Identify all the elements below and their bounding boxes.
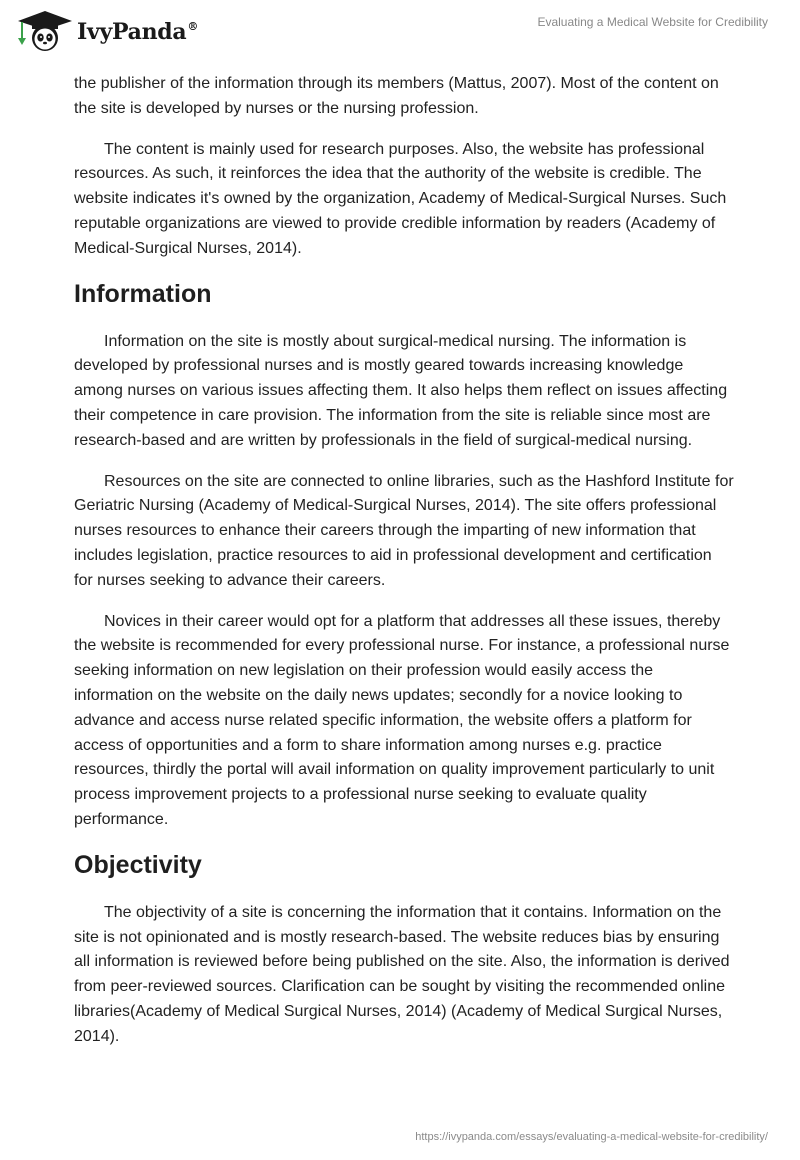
ivypanda-logo-icon[interactable] <box>14 8 76 52</box>
paragraph-information-3: Novices in their career would opt for a platform that addresses all these issues, thereby the website is recommended for every professional nurse. For instance, a professional nurse seeking information on new legislation on their profession would easily access the information on the website on the daily news updates; secondly for a novice looking to advance and access nurse related specific information, the website offers a platform for access of opportunities and a form to share information among nurses e.g. practice resources, thirdly the portal will avail information on quality improvement particularly to unit process improvement projects to a professional nurse seeking to evaluate quality performance. <box>74 612 730 828</box>
document-title: Evaluating a Medical Website for Credibility <box>537 15 768 29</box>
page-header <box>0 0 800 64</box>
footer-url[interactable]: https://ivypanda.com/essays/evaluating-a-medical-website-for-credibility/ <box>415 1131 768 1143</box>
essay-content <box>74 72 734 1066</box>
registered-mark: ® <box>187 20 199 33</box>
brand-name[interactable]: IvyPanda® <box>77 19 199 45</box>
paragraph-objectivity-1: The objectivity of a site is concerning the information that it contains. Information on the site is not opinionated and is mostly research-based. The website reduces bias by ensuring all information is reviewed before being published on the site. Also, the information is derived from peer-reviewed sources. Clarification can be sought by visiting the recommended online libraries(Academy of Medical Surgical Nurses, 2014) (Academy of Medical Surgical Nurses, 2014). <box>74 903 730 1045</box>
paragraph-information-2: Resources on the site are connected to online libraries, such as the Hashford Institute for Geriatric Nursing (Academy of Medical-Surgical Nurses, 2014). The site offers professional nurses resources to enhance their careers through the imparting of new information that includes legislation, practice resources to aid in professional development and certification for nurses seeking to advance their careers. <box>74 472 734 589</box>
paragraph-continued: the publisher of the information through its members (Mattus, 2007). Most of the content on the site is developed by nurses or the nursing profession. <box>74 75 719 117</box>
heading-information: Information <box>74 279 212 308</box>
paragraph-information-1: Information on the site is mostly about surgical-medical nursing. The information is developed by professional nurses and is mostly geared towards increasing knowledge among nurses on various issues affecting them. It also helps them reflect on issues affecting their competence in care provision. The information from the site is reliable since most are research-based and are written by professionals in the field of surgical-medical nursing. <box>74 332 728 449</box>
heading-objectivity: Objectivity <box>74 850 202 879</box>
paragraph-authority: The content is mainly used for research purposes. Also, the website has professional resources. As such, it reinforces the idea that the authority of the website is credible. The website indicates it's owned by the organization, Academy of Medical-Surgical Nurses. Such reputable organizations are viewed to provide credible information by readers (Academy of Medical-Surgical Nurses, 2014). <box>74 140 727 257</box>
